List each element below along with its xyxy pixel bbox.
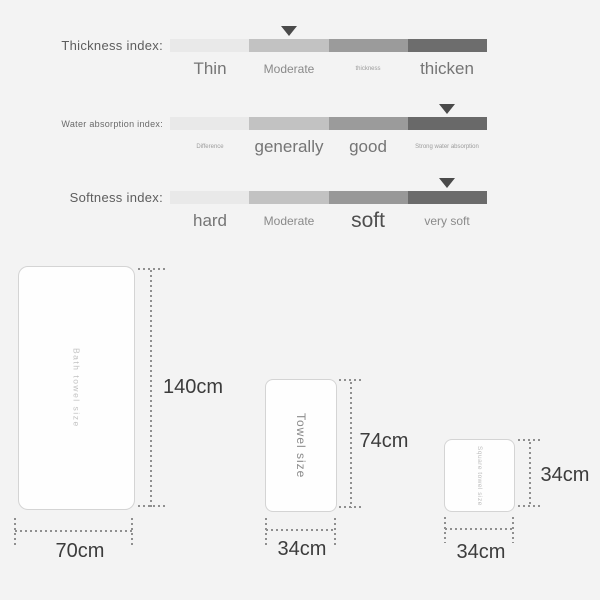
water-absorption-bar-segment-2 [249, 117, 328, 130]
thickness-label-moderate: Moderate [263, 62, 315, 76]
bath-towel-width-tick-left [14, 518, 16, 546]
square-towel-width-dim-line [445, 528, 514, 530]
water-absorption-bar-segment-1 [170, 117, 249, 130]
water-absorption-marker-triangle-icon [439, 104, 455, 114]
water-absorption-label-generally: generally [254, 137, 324, 156]
towel-label: Towel size [294, 412, 308, 479]
softness-label-moderate: Moderate [263, 214, 315, 228]
thickness-index-bar [170, 39, 487, 52]
thickness-bar-segment-4 [408, 39, 487, 52]
thickness-index-row [0, 25, 600, 83]
softness-bar-segment-3 [329, 191, 408, 204]
softness-label-soft: soft [351, 209, 385, 232]
thickness-bar-segment-2 [249, 39, 328, 52]
softness-index-row [0, 177, 600, 235]
square-towel-height-tick-top [518, 439, 543, 441]
towel-rect [265, 379, 337, 512]
thickness-index-title: Thickness index: [61, 38, 163, 53]
towel-width-tick-right [334, 518, 336, 545]
towel-width-dim-line [266, 529, 336, 531]
square-towel-rect [444, 439, 515, 512]
bath-towel-height-dim-line [150, 270, 152, 508]
thickness-label-thickness: thickness [355, 66, 381, 72]
bath-towel-height-tick-top [138, 268, 165, 270]
bath-towel-width-value: 70cm [55, 540, 105, 562]
square-towel-height-dim-line [529, 442, 531, 507]
water-absorption-label-difference: Difference [196, 144, 224, 150]
square-towel-width-tick-left [444, 517, 446, 543]
towel-height-tick-top [339, 379, 364, 381]
softness-index-bar [170, 191, 487, 204]
softness-marker-triangle-icon [439, 178, 455, 188]
bath-towel-rect [18, 266, 135, 510]
square-towel-label: Square towel size [476, 445, 483, 506]
softness-bar-segment-4 [408, 191, 487, 204]
thickness-bar-segment-3 [329, 39, 408, 52]
water-absorption-index-title: Water absorption index: [61, 119, 163, 129]
towel-height-value: 74cm [359, 430, 409, 452]
towel-width-value: 34cm [277, 538, 327, 560]
square-towel-width-value: 34cm [456, 541, 506, 563]
thickness-label-thicken: thicken [420, 59, 474, 78]
towel-width-tick-left [265, 518, 267, 545]
water-absorption-label-good: good [349, 137, 387, 156]
towel-height-tick-bottom [339, 506, 364, 508]
bath-towel-height-value: 140cm [162, 376, 224, 398]
bath-towel-width-tick-right [131, 518, 133, 546]
bath-towel-height-tick-bottom [138, 505, 165, 507]
water-absorption-bar-segment-3 [329, 117, 408, 130]
water-absorption-label-strong: Strong water absorption [415, 144, 479, 150]
softness-index-title: Softness index: [69, 190, 163, 205]
softness-label-hard: hard [192, 211, 228, 230]
bath-towel-label: Bath towel size [71, 348, 82, 428]
softness-label-very-soft: very soft [424, 214, 470, 228]
thickness-label-thin: Thin [193, 59, 227, 78]
square-towel-height-value: 34cm [540, 464, 590, 486]
water-absorption-index-bar [170, 117, 487, 130]
thickness-bar-segment-1 [170, 39, 249, 52]
softness-bar-segment-2 [249, 191, 328, 204]
bath-towel-width-dim-line [15, 530, 133, 532]
softness-bar-segment-1 [170, 191, 249, 204]
water-absorption-bar-segment-4 [408, 117, 487, 130]
thickness-marker-triangle-icon [281, 26, 297, 36]
square-towel-height-tick-bottom [518, 505, 543, 507]
water-absorption-index-row [0, 103, 600, 161]
